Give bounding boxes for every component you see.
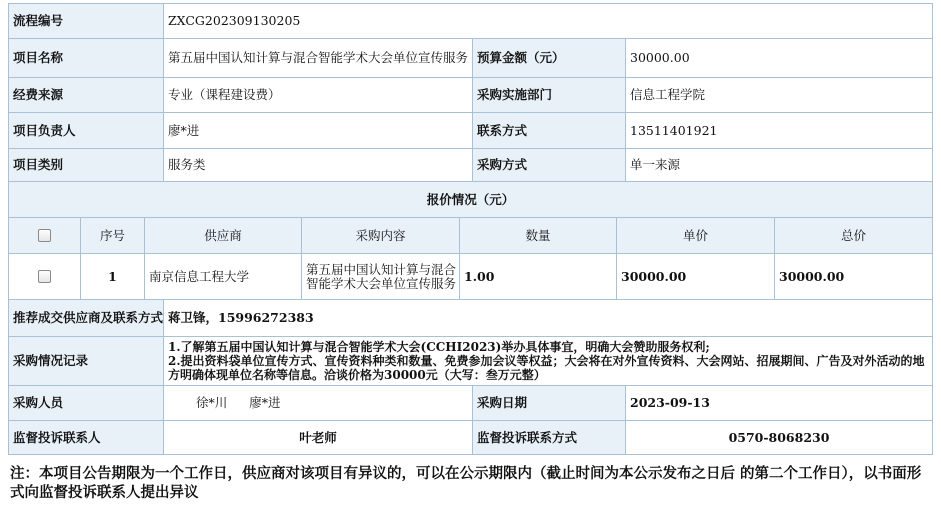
- row-qty: 1.00: [460, 254, 616, 299]
- contact-value: 13511401921: [626, 113, 932, 148]
- dept-value: 信息工程学院: [626, 78, 932, 112]
- project-name-value: 第五届中国认知计算与混合智能学术大会单位宣传服务: [164, 39, 472, 77]
- col-header-seq: 序号: [81, 218, 144, 253]
- contact-label: 联系方式: [473, 113, 625, 148]
- budget-label: 预算金额（元）: [473, 39, 625, 77]
- select-all-cell: [9, 218, 80, 253]
- supervisor-value: 叶老师: [164, 421, 472, 454]
- leader-label: 项目负责人: [9, 113, 163, 148]
- footnote: 注：本项目公告期限为一个工作日，供应商对该项目有异议的，可以在公示期限内（截止时间为本公示发布之日后 的第二个工作日），以书面形式向监督投诉联系人提出异议: [10, 465, 922, 501]
- row-total: 30000.00: [775, 254, 932, 299]
- supervisor-contact-label: 监督投诉联系方式: [473, 421, 625, 454]
- fund-source-value: 专业（课程建设费）: [164, 78, 472, 112]
- purchaser-label: 采购人员: [9, 386, 163, 420]
- row-content: 第五届中国认知计算与混合智能学术大会单位宣传服务: [302, 254, 459, 299]
- row-select-cell: [9, 254, 80, 299]
- row-unit-price: 30000.00: [617, 254, 774, 299]
- process-no-label: 流程编号: [9, 4, 163, 38]
- record-line-1: 1.了解第五届中国认知计算与混合智能学术大会(CCHI2023)举办具体事宜，明确大会赞助服务权利;: [168, 340, 710, 354]
- dept-label: 采购实施部门: [473, 78, 625, 112]
- leader-value: 廖*进: [164, 113, 472, 148]
- category-value: 服务类: [164, 149, 472, 181]
- date-label: 采购日期: [473, 386, 625, 420]
- supervisor-label: 监督投诉联系人: [9, 421, 163, 454]
- supervisor-contact-value: 0570-8068230: [626, 421, 932, 454]
- fund-source-label: 经费来源: [9, 78, 163, 112]
- quote-section-title: 报价情况（元）: [9, 182, 932, 217]
- date-value: 2023-09-13: [626, 386, 932, 420]
- col-header-content: 采购内容: [302, 218, 459, 253]
- row-seq: 1: [81, 254, 144, 299]
- col-header-supplier: 供应商: [145, 218, 301, 253]
- col-header-unit-price: 单价: [617, 218, 774, 253]
- select-all-checkbox[interactable]: [38, 229, 51, 242]
- project-name-label: 项目名称: [9, 39, 163, 77]
- recommend-value: 蒋卫锋，15996272383: [164, 300, 932, 336]
- purchaser-value: [164, 386, 472, 420]
- record-line-2: 2.提出资料袋单位宣传方式、宣传资料种类和数量、免费参加会议等权益；大会将在对外宣传资料、大会网站、招展期间、广告及对外活动的地方明确体现单位名称等信息。洽谈价格为30000元（大写：叁万元整）: [168, 354, 925, 382]
- purchaser-2: 廖*进: [249, 395, 281, 410]
- row-supplier: 南京信息工程大学: [145, 254, 301, 299]
- record-label: 采购情况记录: [9, 337, 163, 385]
- recommend-label: 推荐成交供应商及联系方式: [9, 300, 163, 336]
- method-label: 采购方式: [473, 149, 625, 181]
- process-no-value: ZXCG202309130205: [164, 4, 932, 38]
- budget-value: 30000.00: [626, 39, 932, 77]
- category-label: 项目类别: [9, 149, 163, 181]
- record-value: [164, 337, 932, 385]
- procurement-table: [8, 3, 933, 455]
- method-value: 单一来源: [626, 149, 932, 181]
- col-header-total: 总价: [775, 218, 932, 253]
- col-header-qty: 数量: [460, 218, 616, 253]
- purchaser-1: 徐*川: [196, 395, 228, 410]
- row-checkbox[interactable]: [38, 270, 51, 283]
